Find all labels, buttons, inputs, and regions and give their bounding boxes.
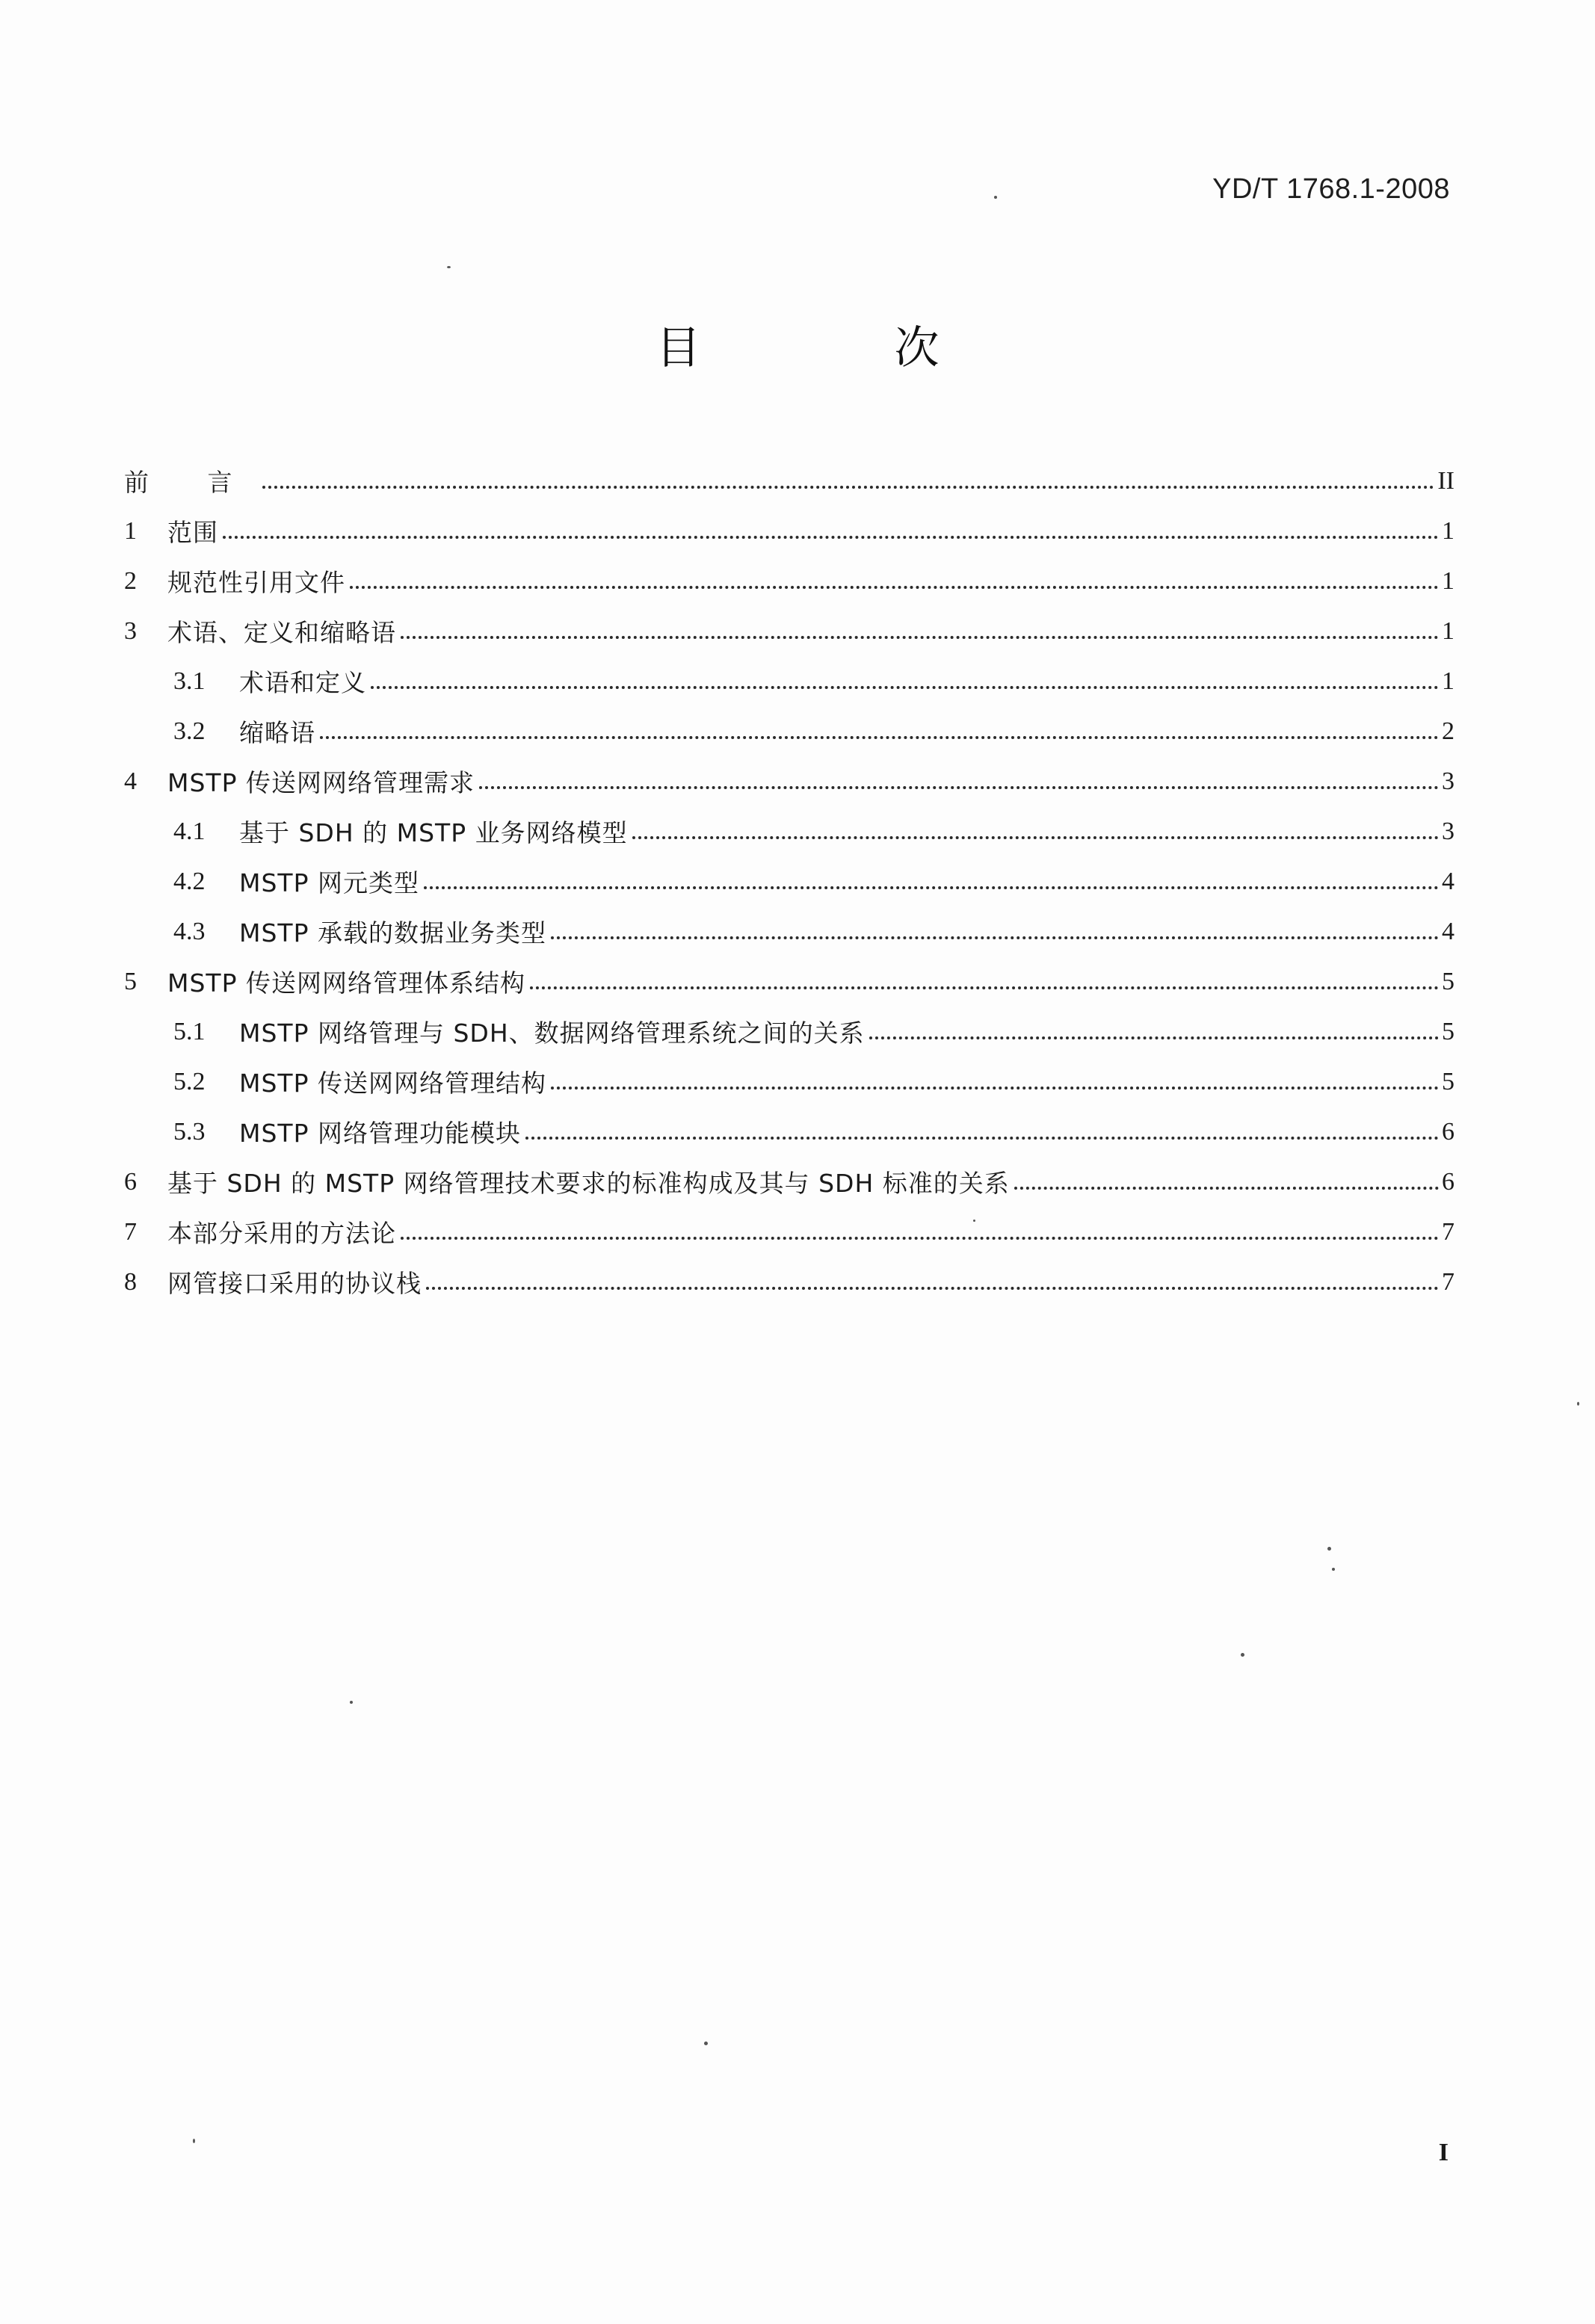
toc-entry[interactable]	[124, 1007, 1454, 1057]
toc-dot-leader	[401, 611, 1439, 639]
toc-entry-title: 前 言	[124, 468, 258, 497]
toc-dot-leader	[424, 861, 1439, 889]
toc-entry[interactable]	[124, 957, 1454, 1007]
toc-dot-leader	[551, 1061, 1439, 1090]
table-of-contents	[124, 456, 1454, 1307]
toc-entry-number: 5	[124, 967, 137, 995]
toc-entry[interactable]	[124, 656, 1454, 706]
scan-speck	[1241, 1653, 1244, 1657]
toc-entry-page: 5	[1442, 1067, 1454, 1095]
scan-speck	[193, 2139, 195, 2143]
toc-entry-title: 本部分采用的方法论	[167, 1219, 396, 1248]
toc-entry[interactable]	[124, 606, 1454, 656]
toc-entry-title: MSTP 传送网网络管理需求	[167, 768, 475, 797]
toc-entry-title: MSTP 网元类型	[239, 868, 419, 897]
toc-dot-leader	[401, 1211, 1439, 1240]
toc-entry-page: 3	[1442, 767, 1454, 795]
toc-entry-title: 范围	[167, 518, 218, 547]
toc-dot-leader	[426, 1261, 1439, 1290]
toc-dot-leader	[371, 661, 1439, 689]
toc-dot-leader	[223, 510, 1439, 539]
scan-speck	[350, 1701, 353, 1704]
toc-dot-leader	[869, 1011, 1439, 1039]
toc-entry[interactable]	[124, 556, 1454, 606]
toc-dot-leader	[551, 911, 1439, 939]
scan-speck	[973, 1220, 975, 1222]
toc-entry-number: 7	[124, 1217, 137, 1246]
toc-entry-number: 3	[124, 616, 137, 645]
toc-entry[interactable]	[124, 1257, 1454, 1307]
toc-entry[interactable]	[124, 1207, 1454, 1257]
toc-entry[interactable]	[124, 706, 1454, 756]
toc-entry-number: 4.3	[173, 917, 206, 945]
toc-entry-page: 2	[1442, 717, 1454, 745]
toc-entry-page: 5	[1442, 967, 1454, 995]
scan-speck	[994, 196, 997, 199]
toc-entry-title: 基于 SDH 的 MSTP 业务网络模型	[239, 818, 628, 847]
toc-entry-number: 4.1	[173, 817, 206, 845]
toc-entry-page: 6	[1442, 1167, 1454, 1196]
toc-entry-number: 4	[124, 767, 137, 795]
toc-entry-page: 6	[1442, 1117, 1454, 1146]
toc-entry-page: II	[1437, 466, 1454, 495]
toc-entry[interactable]	[124, 856, 1454, 906]
toc-dot-leader	[1014, 1161, 1439, 1190]
toc-entry[interactable]	[124, 1057, 1454, 1107]
toc-dot-leader	[262, 460, 1435, 489]
toc-entry-page: 1	[1442, 516, 1454, 545]
toc-entry-page: 3	[1442, 817, 1454, 845]
toc-dot-leader	[525, 1111, 1439, 1140]
toc-entry-page: 5	[1442, 1017, 1454, 1045]
toc-entry-page: 4	[1442, 917, 1454, 945]
toc-entry-number: 4.2	[173, 867, 206, 895]
toc-entry-number: 1	[124, 516, 137, 545]
toc-entry[interactable]	[124, 906, 1454, 957]
toc-dot-leader	[530, 961, 1439, 989]
scan-speck	[1327, 1547, 1331, 1551]
toc-entry[interactable]	[124, 1157, 1454, 1207]
toc-entry-page: 4	[1442, 867, 1454, 895]
toc-entry-number: 2	[124, 566, 137, 595]
toc-entry-number: 5.3	[173, 1117, 206, 1146]
toc-entry[interactable]	[124, 506, 1454, 556]
scan-speck	[447, 266, 451, 268]
toc-dot-leader	[632, 811, 1439, 839]
scan-speck	[704, 2042, 708, 2045]
toc-entry-page: 1	[1442, 566, 1454, 595]
toc-entry-title: MSTP 传送网网络管理结构	[239, 1069, 546, 1098]
toc-dot-leader	[320, 711, 1439, 739]
toc-entry-number: 8	[124, 1267, 137, 1296]
toc-entry-number: 5.2	[173, 1067, 206, 1095]
toc-entry-title: MSTP 传送网网络管理体系结构	[167, 968, 525, 998]
toc-entry-page: 1	[1442, 667, 1454, 695]
toc-entry-title: 基于 SDH 的 MSTP 网络管理技术要求的标准构成及其与 SDH 标准的关系	[167, 1169, 1010, 1198]
toc-entry-number: 6	[124, 1167, 137, 1196]
scan-speck	[1332, 1568, 1335, 1571]
document-code: YD/T 1768.1-2008	[1212, 173, 1450, 205]
toc-entry-title: 缩略语	[239, 718, 315, 747]
toc-entry-number: 3.1	[173, 667, 206, 695]
toc-entry-title: MSTP 网络管理功能模块	[239, 1119, 521, 1148]
toc-entry-page: 7	[1442, 1217, 1454, 1246]
toc-dot-leader	[350, 560, 1439, 589]
toc-entry-title: 网管接口采用的协议栈	[167, 1269, 422, 1298]
toc-entry-page: 1	[1442, 616, 1454, 645]
toc-entry[interactable]	[124, 756, 1454, 806]
toc-entry-number: 5.1	[173, 1017, 206, 1045]
toc-entry-title: MSTP 承载的数据业务类型	[239, 918, 546, 948]
page-number: I	[1438, 2139, 1449, 2166]
scan-speck	[1577, 1402, 1579, 1406]
toc-entry-title: 规范性引用文件	[167, 568, 345, 597]
toc-entry-page: 7	[1442, 1267, 1454, 1296]
toc-entry-title: 术语、定义和缩略语	[167, 618, 396, 647]
toc-entry[interactable]	[124, 806, 1454, 856]
toc-entry[interactable]	[124, 456, 1454, 506]
toc-entry-number: 3.2	[173, 717, 206, 745]
toc-dot-leader	[479, 761, 1439, 789]
toc-entry-title: 术语和定义	[239, 668, 366, 697]
toc-entry-title: MSTP 网络管理与 SDH、数据网络管理系统之间的关系	[239, 1019, 865, 1048]
toc-entry[interactable]	[124, 1107, 1454, 1157]
toc-title: 目 次	[655, 322, 1029, 374]
